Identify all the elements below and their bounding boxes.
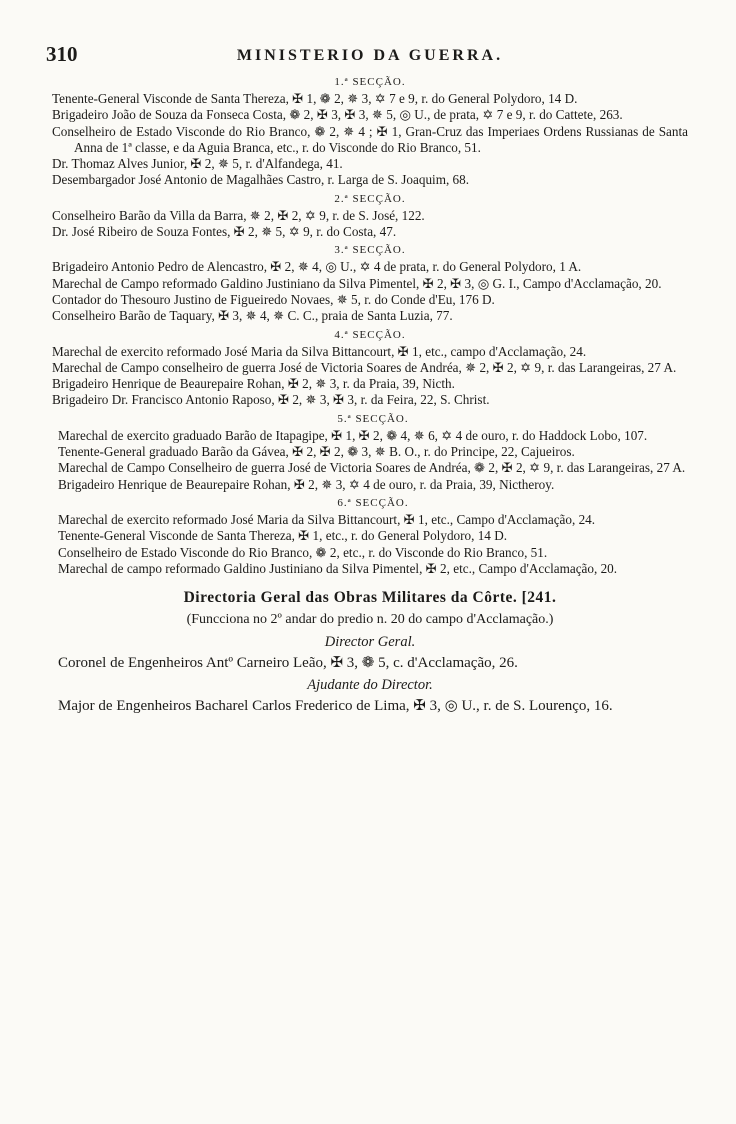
section-title: 6.ª SECÇÃO. (337, 496, 409, 509)
entry: Marechal de exercito reformado José Maria da Silva Bittancourt, ✠ 1, etc., campo d'Acclamação, 24. (52, 343, 587, 359)
section-title: 3.ª SECÇÃO. (334, 244, 406, 257)
section-5 (58, 412, 688, 493)
entry: Tenente-General Visconde de Santa Thereza, ✠ 1, ❁ 2, ✵ 3, ✡ 7 e 9, r. do General Polydoro, 14 D. (52, 91, 578, 106)
section-3 (52, 243, 688, 324)
directoria-block (52, 587, 688, 717)
entry: Dr. José Ribeiro de Souza Fontes, ✠ 2, ✵ 5, ✡ 9, r. do Costa, 47. (52, 224, 397, 240)
entry: Brigadeiro Henrique de Beaurepaire Rohan, ✠ 2, ✵ 3, r. da Praia, 39, Nicth. (52, 376, 455, 392)
section-title: 2.ª SECÇÃO. (334, 192, 406, 205)
entry: Desembargador José Antonio de Magalhães Castro, r. Larga de S. Joaquim, 68. (52, 172, 470, 188)
section-4 (52, 328, 688, 409)
section-2 (52, 192, 688, 241)
entry: Conselheiro Barão da Villa da Barra, ✵ 2, ✠ 2, ✡ 9, r. de S. José, 122. (52, 207, 425, 223)
entry: Brigadeiro Dr. Francisco Antonio Raposo, ✠ 2, ✵ 3, ✠ 3, r. da Feira, 22, S. Christ. (52, 392, 490, 408)
page-header (46, 42, 688, 72)
entry: Dr. Thomaz Alves Junior, ✠ 2, ✵ 5, r. d'Alfandega, 41. (52, 156, 343, 172)
section-6 (58, 496, 688, 577)
entry: Conselheiro de Estado Visconde do Rio Branco, ❁ 2, etc., r. do Visconde do Rio Branco, 51. (58, 544, 548, 560)
section-title: 1.ª SECÇÃO. (334, 76, 406, 88)
entry: Marechal de exercito graduado Barão de Itapagipe, ✠ 1, ✠ 2, ❁ 4, ✵ 6, ✡ 4 de ouro, r. do Haddock Lobo, 107. (58, 427, 648, 443)
ajudante-entry: Major de Engenheiros Bacharel Carlos Frederico de Lima, ✠ 3, ◎ U., r. de S. Lourenço, 16. (58, 698, 613, 715)
entry: Marechal de Campo reformado Galdino Justiniano da Silva Pimentel, ✠ 2, ✠ 3, ◎ G. I., Campo d'Acclamação, 20. (52, 275, 662, 291)
director-heading: Director Geral. (324, 634, 416, 651)
directoria-title: Directoria Geral das Obras Militares da Côrte. [241. (183, 589, 557, 607)
entry: Conselheiro de Estado Visconde do Rio Branco, ❁ 2, ✵ 4 ; ✠ 1, Gran-Cruz das Imperiaes Ordens Russianas de Santa Anna de 1ª classe, e da Aguia Branca, etc., r. do Visconde do Rio Branco, 51. (52, 123, 688, 155)
entry: Marechal de Campo Conselheiro de guerra José de Victoria Soares de Andréa, ❁ 2, ✠ 2, ✡ 9, r. das Larangeiras, 27 A. (58, 460, 686, 476)
section-title: 5.ª SECÇÃO. (337, 412, 409, 425)
entry: Brigadeiro João de Souza da Fonseca Costa, ❁ 2, ✠ 3, ✠ 3, ✵ 5, ◎ U., de prata, ✡ 7 e 9, r. do Cattete, 263. (52, 107, 623, 123)
entry: Brigadeiro Antonio Pedro de Alencastro, ✠ 2, ✵ 4, ◎ U., ✡ 4 de prata, r. do General Polydoro, 1 A. (52, 259, 582, 275)
director-entry: Coronel de Engenheiros Antº Carneiro Leão, ✠ 3, ❁ 5, c. d'Acclamação, 26. (58, 655, 518, 672)
entry: Conselheiro Barão de Taquary, ✠ 3, ✵ 4, ✵ C. C., praia de Santa Luzia, 77. (52, 308, 453, 324)
entry: Brigadeiro Henrique de Beaurepaire Rohan, ✠ 2, ✵ 3, ✡ 4 de ouro, r. da Praia, 39, Nictheroy. (58, 476, 555, 492)
page-title: MINISTERIO DA GUERRA. (236, 47, 504, 64)
entry: Marechal de campo reformado Galdino Justiniano da Silva Pimentel, ✠ 2, etc., Campo d'Acclamação, 20. (58, 560, 618, 576)
directoria-note: (Funcciona no 2º andar do predio n. 20 do campo d'Acclamação.) (186, 612, 554, 628)
entry: Marechal de Campo conselheiro de guerra José de Victoria Soares de Andréa, ✵ 2, ✠ 2, ✡ 9, r. das Larangeiras, 27 A. (52, 359, 677, 375)
ajudante-heading: Ajudante do Director. (307, 677, 433, 694)
entry: Marechal de exercito reformado José Maria da Silva Bittancourt, ✠ 1, etc., Campo d'Acclamação, 24. (58, 511, 596, 527)
page-number: 310 (46, 42, 78, 66)
section-1 (52, 75, 688, 189)
entry: Tenente-General Visconde de Santa Thereza, ✠ 1, etc., r. do General Polydoro, 14 D. (58, 528, 508, 544)
entry: Contador do Thesouro Justino de Figueiredo Novaes, ✵ 5, r. do Conde d'Eu, 176 D. (52, 291, 495, 307)
section-title: 4.ª SECÇÃO. (334, 328, 406, 341)
entry: Tenente-General graduado Barão da Gávea, ✠ 2, ✠ 2, ❁ 3, ✵ B. O., r. do Principe, 22, Cajueiros. (58, 444, 575, 460)
